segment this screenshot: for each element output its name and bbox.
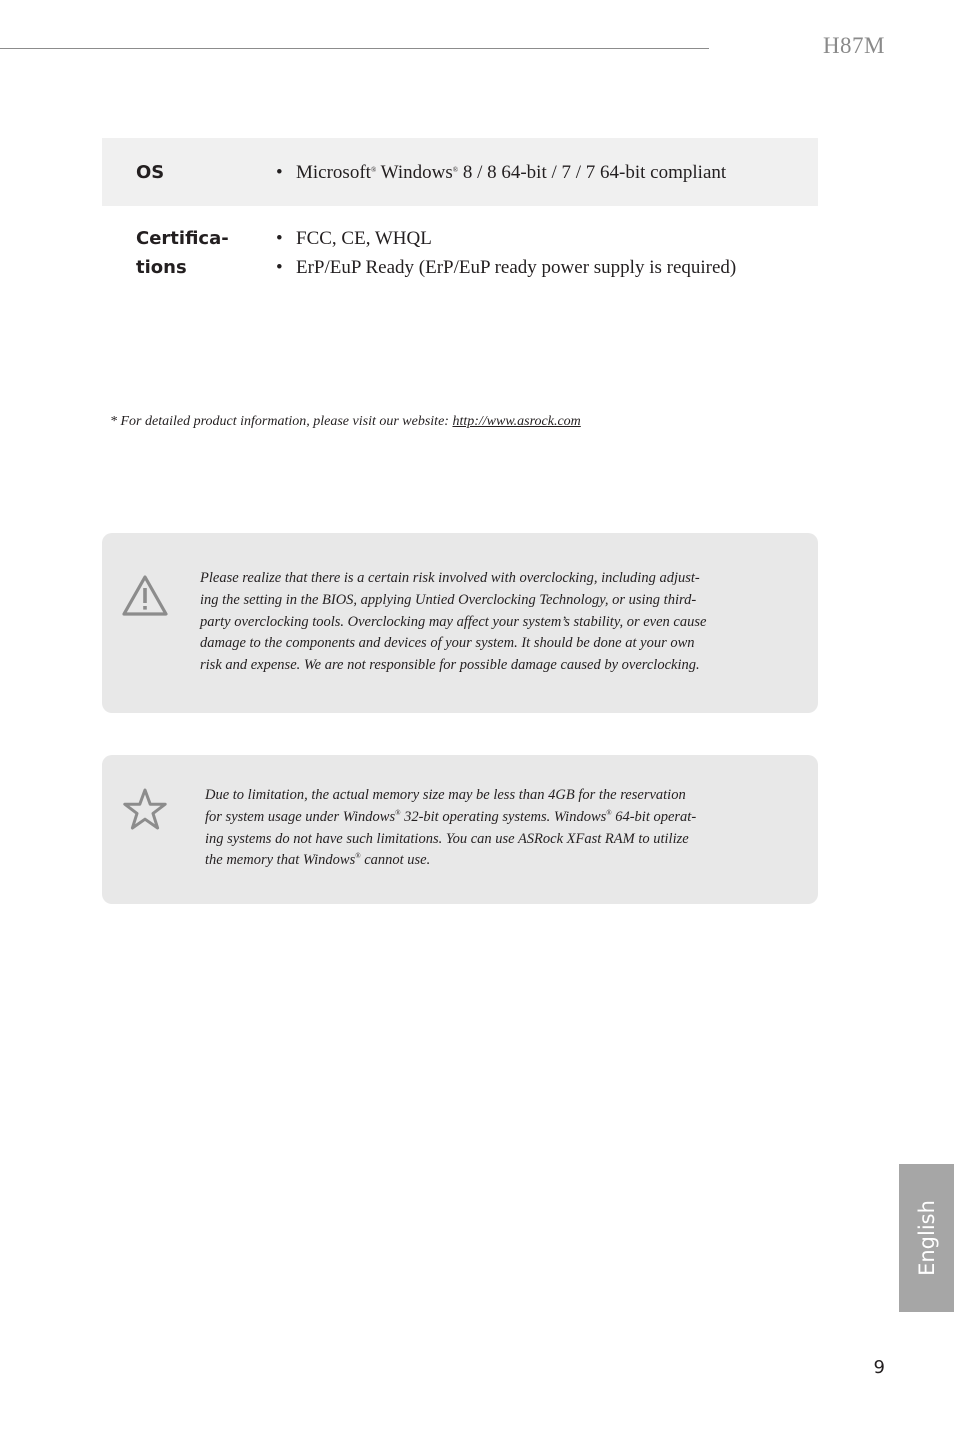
memory-note-text: Due to limitation, the actual memory size may be less than 4GB for the reservation for system usage under Windows® 32-bit operating systems. Windows® 64-bit operat- ing systems do not have such limitations. You can use ASRock XFast RAM to utilize the memory that Windows® cannot use. (205, 787, 697, 869)
spec-table (102, 138, 818, 282)
footnote-text: * For detailed product information, please visit our website: (110, 414, 453, 429)
language-tab[interactable] (899, 1164, 954, 1312)
spec-label-os: OS (136, 161, 165, 183)
spec-item: • FCC, CE, WHQL (274, 224, 736, 253)
page-number: 9 (873, 1357, 885, 1378)
memory-note-box (102, 755, 818, 904)
spec-row-os (102, 138, 818, 206)
star-icon (120, 787, 170, 838)
language-tab-label: English (914, 1200, 939, 1276)
footnote (110, 414, 581, 430)
spec-items-certifications (274, 224, 736, 282)
spec-row-certifications (102, 206, 818, 282)
caution-note-text: Please realize that there is a certain risk involved with overclocking, including adjust- ing the setting in the BIOS, applying Untied Overclocking Technology, or using third- party overclocking tools. Overclocking may affect your system’s stability, or even cause damage to the components and devices of your system. It should be done at your own risk and expense. We are not responsible for possible damage caused by overclocking. (200, 570, 707, 674)
model-name: H87M (822, 33, 885, 58)
spec-label-certifications: Certifica- tions (136, 228, 229, 278)
spec-item: • ErP/EuP Ready (ErP/EuP ready power supply is required) (274, 253, 736, 282)
website-link[interactable]: http://www.asrock.com (452, 414, 581, 429)
spec-items-os (274, 158, 726, 187)
warning-triangle-icon (120, 573, 170, 624)
caution-note-box (102, 533, 818, 713)
spec-item: • Microsoft® Windows® 8 / 8 64-bit / 7 / 7 64-bit compliant (274, 158, 726, 187)
header-rule (0, 48, 709, 49)
